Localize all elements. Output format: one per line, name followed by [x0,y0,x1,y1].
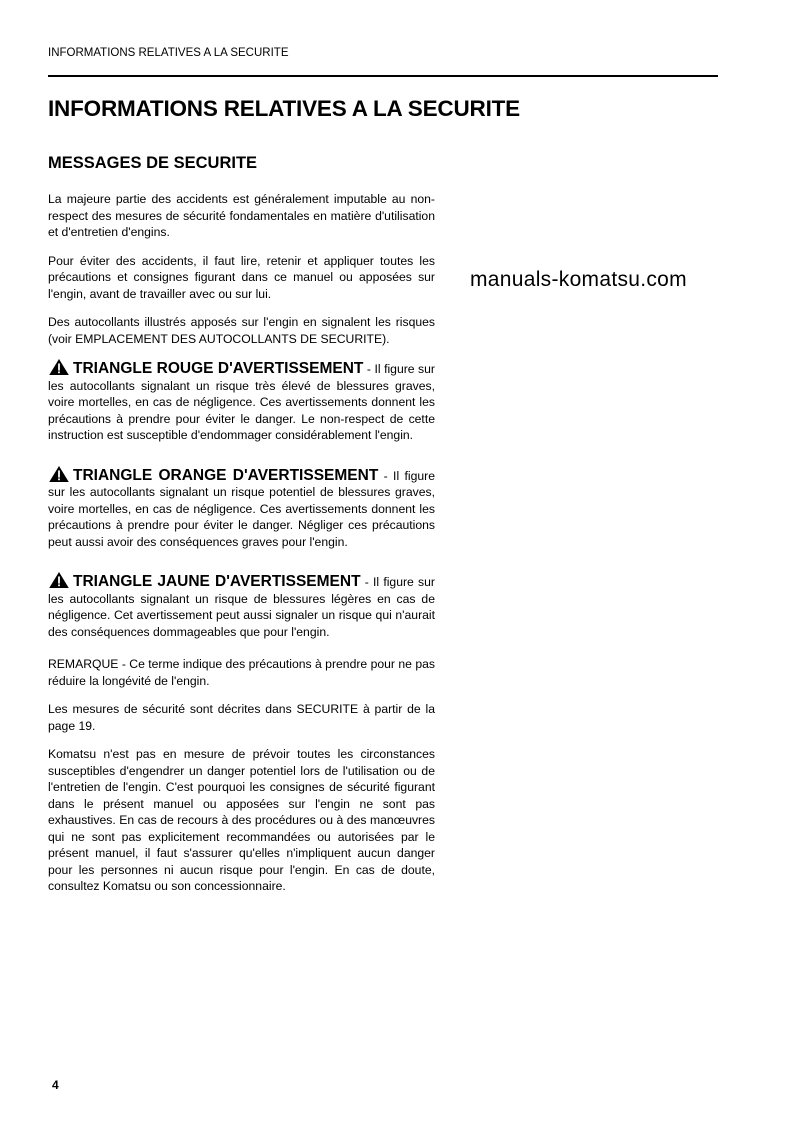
warning-text: - Il figure sur les autocollants signalant un risque très élevé de blessures graves, voire mortelles, en cas de négligence. Ces avertissements donnent les précautions à prendre pour éviter le danger. Le non-respect de cette instruction est susceptible d'endommager considérablement l'engin. [48,362,435,442]
paragraph-mesures: Les mesures de sécurité sont décrites dans SECURITE à partir de la page 19. [48,702,435,733]
section-heading: MESSAGES DE SECURITE [48,154,258,172]
warning-triangle-icon [48,466,70,482]
running-header: INFORMATIONS RELATIVES A LA SECURITE [48,47,289,59]
watermark: manuals-komatsu.com [470,268,687,291]
warning-orange [48,466,435,551]
warning-text: - Il figure sur les autocollants signalant un risque de blessures légères en cas de négligence. Cet avertissement peut aussi signaler un risque qui n'aurait des conséquences dommageables que pour l'engin. [48,575,435,639]
warning-yellow [48,572,435,640]
paragraph-autocollants: Des autocollants illustrés apposés sur l'engin en signalent les risques (voir EMPLACEMENT DES AUTOCOLLANTS DE SECURITE). [48,315,435,346]
warning-title: TRIANGLE ROUGE D'AVERTISSEMENT [73,360,364,377]
body-column [48,191,435,907]
page-number: 4 [52,1078,59,1092]
warning-text: - Il figure sur les autocollants signalant un risque potentiel de blessures graves, voire mortelles, en cas de négligence. Ces avertissements donnent les précautions à prendre pour éviter le danger. Négliger ces précautions peut aussi avoir des conséquences graves pour l'engin. [48,468,435,549]
warning-red [48,359,435,444]
page-title: INFORMATIONS RELATIVES A LA SECURITE [48,96,520,121]
warning-triangle-icon [48,572,70,588]
paragraph-intro: La majeure partie des accidents est généralement imputable au non-respect des mesures de sécurité fondamentales en matière d'utilisation et d'entretien d'engins. [48,192,435,239]
paragraph-komatsu: Komatsu n'est pas en mesure de prévoir toutes les circonstances susceptibles d'engendrer un danger potentiel lors de l'utilisation ou de l'entretien de l'engin. C'est pourquoi les consignes de sécurité figurant dans le présent manuel ou apposées sur l'engin ne sont pas exhaustives. En cas de recours à des procédures ou à des manœuvres qui ne sont pas explicitement recommandées ou autorisées par le présent manuel, il faut s'assurer qu'elles n'impliquent aucun danger pour les personnes ni aucun risque pour l'engin. En cas de doute, consultez Komatsu ou son concessionnaire. [48,747,435,893]
paragraph-remarque: REMARQUE - Ce terme indique des précautions à prendre pour ne pas réduire la longévité de l'engin. [48,657,435,688]
paragraph-precautions: Pour éviter des accidents, il faut lire, retenir et appliquer toutes les précautions et consignes figurant dans ce manuel ou apposées sur l'engin, avant de travailler avec ou sur lui. [48,253,435,301]
warning-title: TRIANGLE JAUNE D'AVERTISSEMENT [73,573,361,590]
warning-triangle-icon [48,359,70,375]
warning-title: TRIANGLE ORANGE D'AVERTISSEMENT [73,466,379,484]
header-rule [48,75,718,77]
